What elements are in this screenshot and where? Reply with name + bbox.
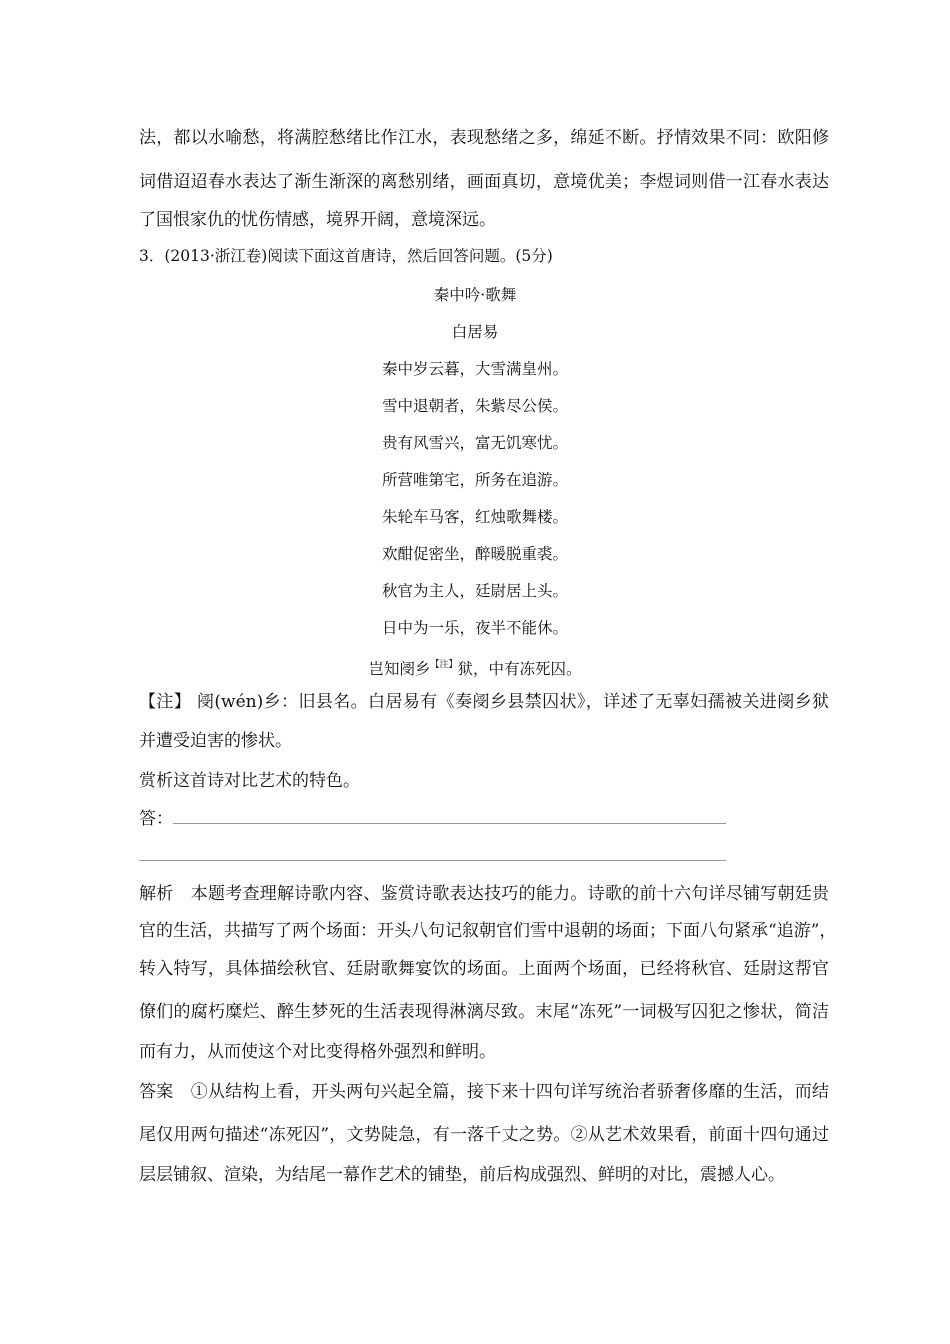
prev-answer-line-3: 了国恨家仇的忧伤情感，境界开阔，意境深远。: [139, 210, 496, 230]
poem-line-9-end: 狱，中有冻死囚。: [457, 660, 582, 678]
answer-line-3: 层层铺叙、渲染，为结尾一幕作艺术的铺垫，前后构成强烈、鲜明的对比，震撼人心。: [139, 1165, 785, 1185]
answer-blank-line-1[interactable]: [173, 823, 726, 824]
note-line-2: 并遭受迫害的惨状。: [139, 731, 292, 751]
analysis-line-2: 官的生活，共描写了两个场面：开头八句记叙朝官们雪中退朝的场面；下面八句紧承“追游”，: [139, 921, 837, 941]
poem-line-1: 秦中岁云暮，大雪满皇州。: [381, 360, 568, 378]
question-prompt: 赏析这首诗对比艺术的特色。: [139, 771, 360, 791]
poem-line-4: 所营唯第宅，所务在追游。: [381, 471, 568, 489]
question-header: 3．(2013·浙江卷)阅读下面这首唐诗，然后回答问题。(5分): [139, 247, 553, 265]
poem-line-5: 朱轮车马客，红烛歌舞楼。: [381, 508, 568, 526]
analysis-line-1: 解析 本题考查理解诗歌内容、鉴赏诗歌表达技巧的能力。诗歌的前十六句详尽铺写朝廷贵: [139, 884, 829, 904]
answer-line-2: 尾仅用两句描述“冻死囚”，文势陡急，有一落千丈之势。②从艺术效果看，前面十四句通过: [139, 1125, 829, 1145]
analysis-line-4: 僚们的腐朽糜烂、醉生梦死的生活表现得淋漓尽致。末尾“冻死”一词极写囚犯之惨状，简洁: [139, 1002, 829, 1022]
note-marker: 【注】: [430, 660, 458, 670]
poem-author: 白居易: [451, 323, 499, 341]
poem-title: 秦中吟·歌舞: [433, 286, 517, 304]
poem-line-8: 日中为一乐，夜半不能休。: [381, 619, 568, 637]
poem-line-9-start: 岂知阌乡: [368, 660, 431, 678]
poem-line-3: 贵有风雪兴，富无饥寒忧。: [381, 434, 568, 452]
analysis-line-5: 而有力，从而使这个对比变得格外强烈和鲜明。: [139, 1042, 496, 1062]
poem-line-9: [0, 654, 950, 680]
answer-label: 答：: [139, 809, 173, 829]
poem-line-2: 雪中退朝者，朱紫尽公侯。: [381, 397, 568, 415]
note-line-1: 【注】 阌(wén)乡：旧县名。白居易有《奏阌乡县禁囚状》，详述了无辜妇孺被关进阌乡狱: [139, 692, 829, 712]
prev-answer-line-1: 法，都以水喻愁，将满腔愁绪比作江水，表现愁绪之多，绵延不断。抒情效果不同：欧阳修: [139, 128, 829, 148]
prev-answer-line-2: 词借迢迢春水表达了渐生渐深的离愁别绪，画面真切，意境优美；李煜词则借一江春水表达: [139, 172, 829, 192]
poem-line-6: 欢酣促密坐，醉暖脱重裘。: [381, 545, 568, 563]
answer-blank-line-2[interactable]: [139, 860, 726, 861]
answer-line-1: 答案 ①从结构上看，开头两句兴起全篇，接下来十四句详写统治者骄奢侈靡的生活，而结: [139, 1082, 829, 1102]
poem-line-7: 秋官为主人，廷尉居上头。: [381, 582, 568, 600]
analysis-line-3: 转入特写，具体描绘秋官、廷尉歌舞宴饮的场面。上面两个场面，已经将秋官、廷尉这帮官: [139, 959, 829, 979]
